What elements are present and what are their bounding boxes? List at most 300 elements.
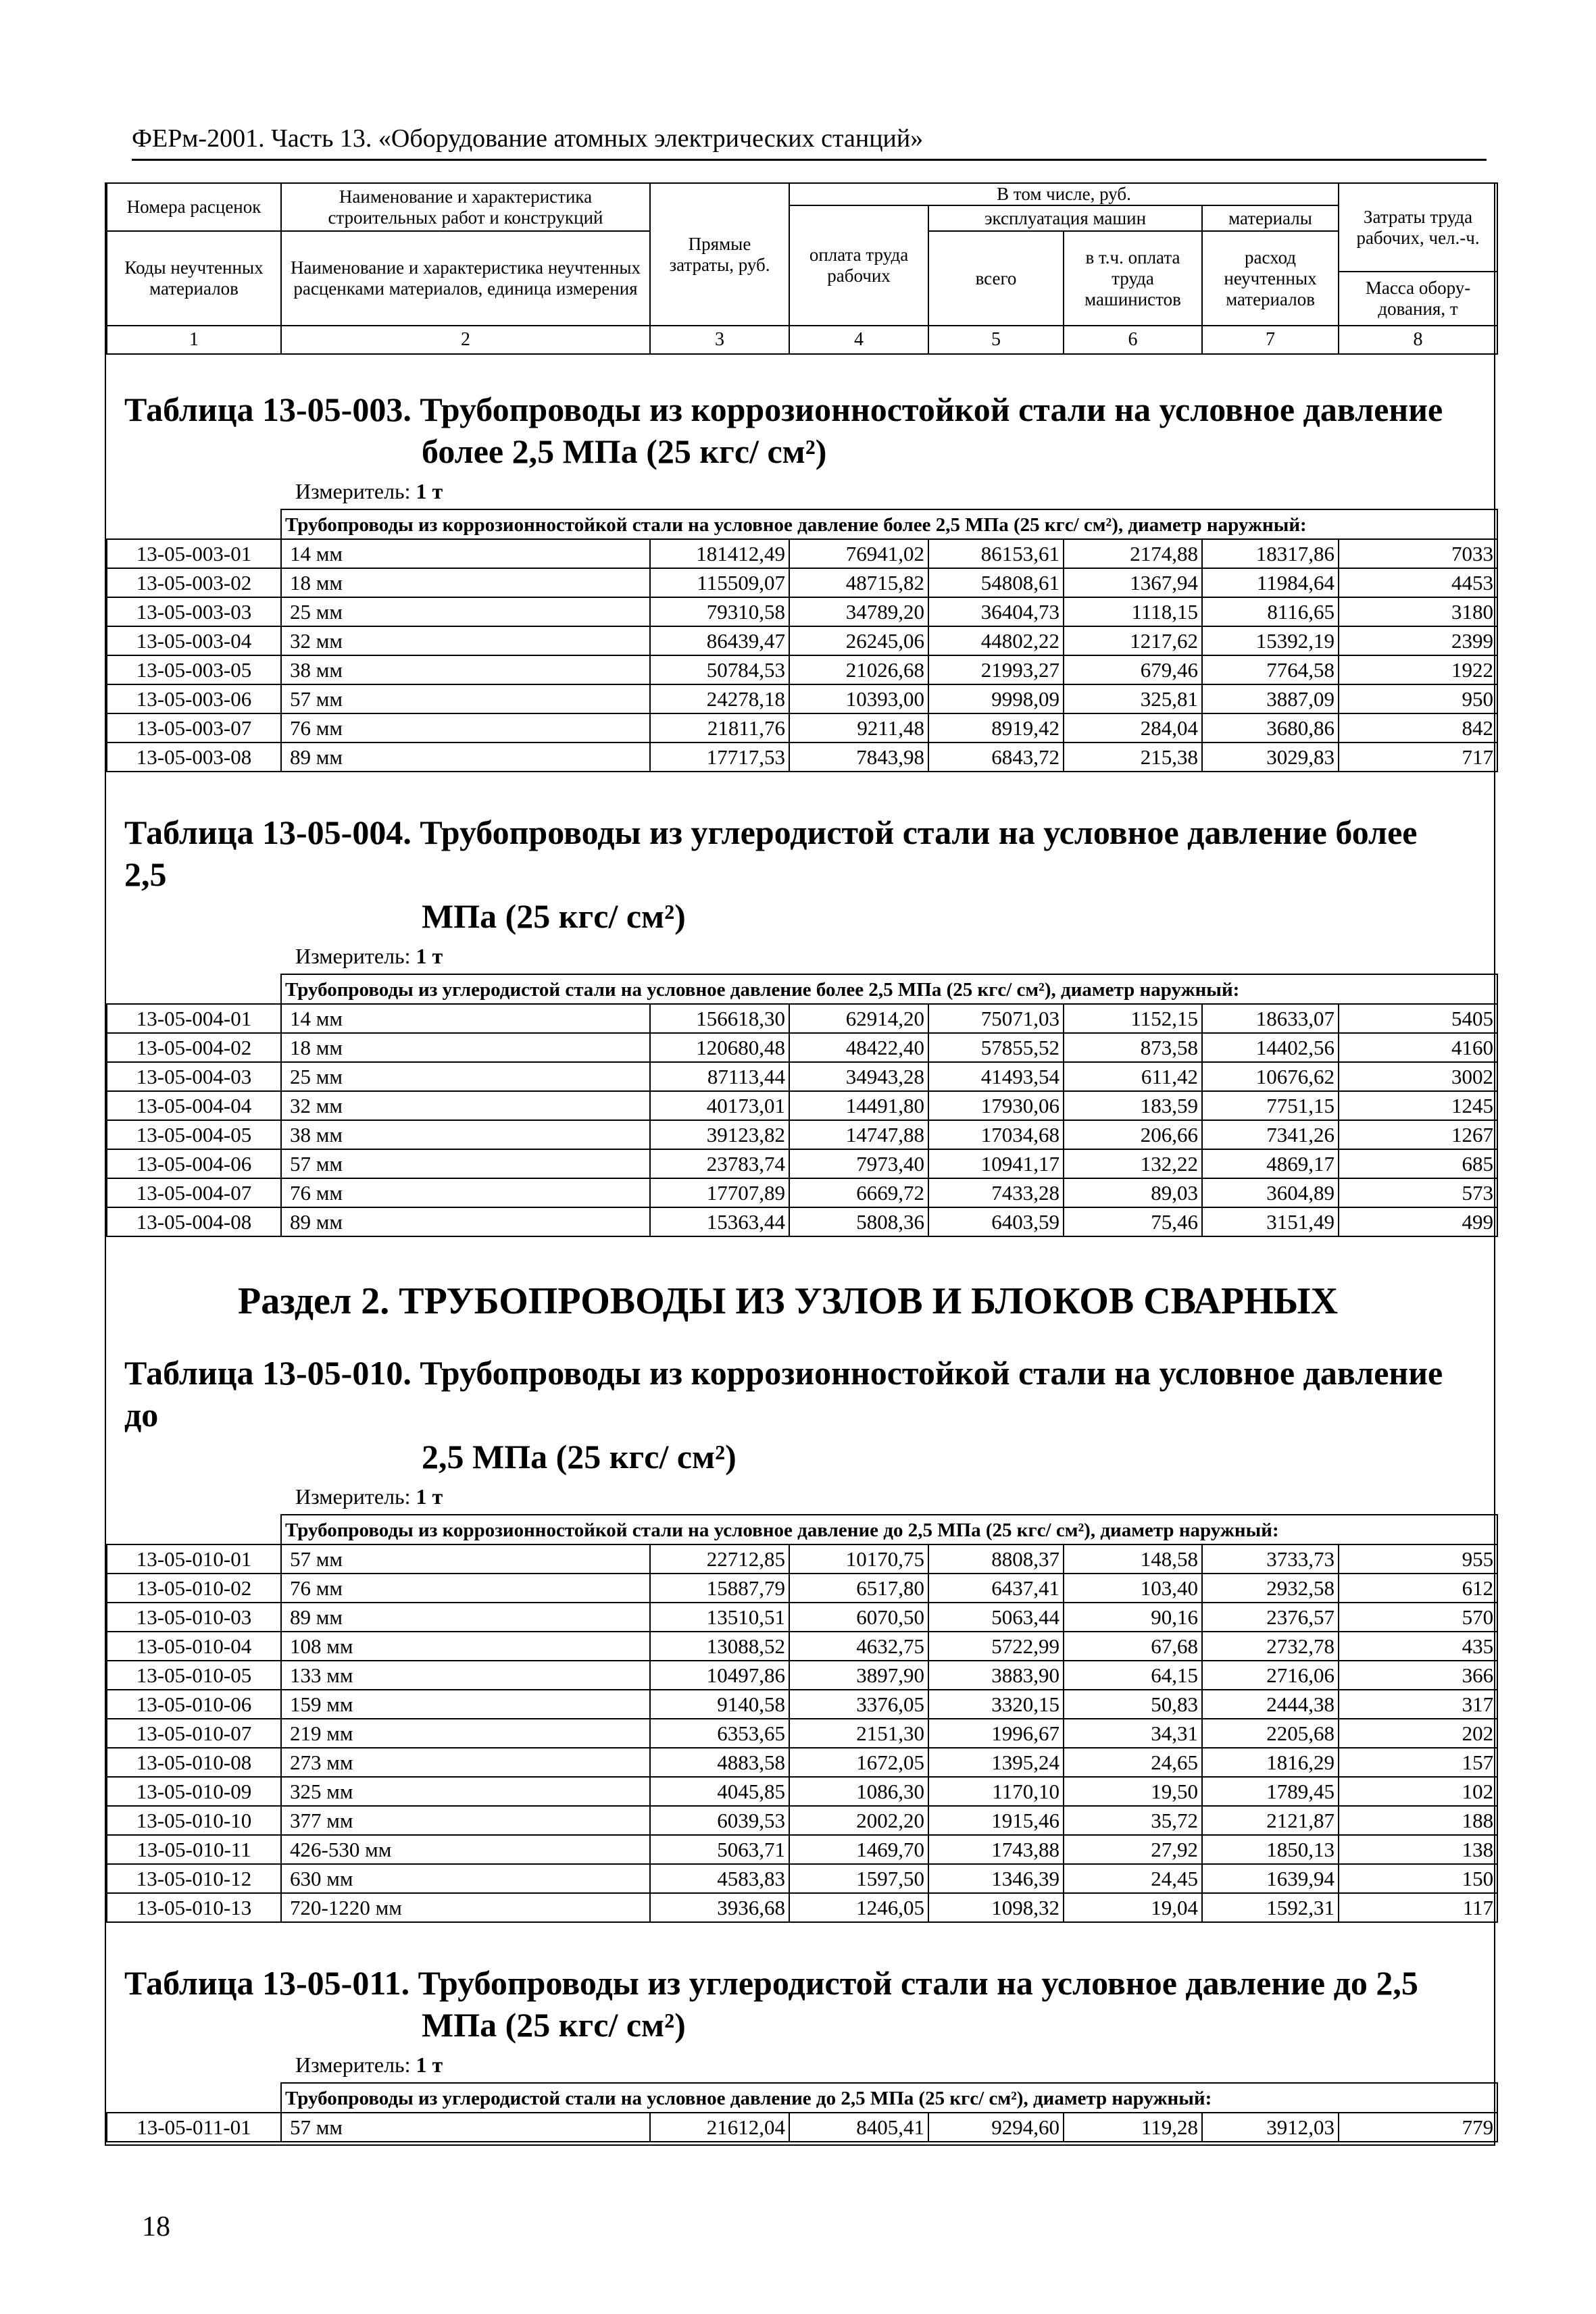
value-cell: 1246,05 <box>789 1893 928 1922</box>
value-cell: 570 <box>1339 1603 1497 1632</box>
rate-code: 13-05-004-03 <box>107 1062 281 1091</box>
col-4: оплата труда рабочих <box>789 205 928 326</box>
rates-table <box>106 2082 1498 2142</box>
value-cell: 40173,01 <box>650 1091 789 1120</box>
value-cell: 64,15 <box>1064 1661 1202 1690</box>
value-cell: 10941,17 <box>928 1149 1064 1178</box>
diameter: 57 мм <box>281 684 650 713</box>
value-cell: 50784,53 <box>650 655 789 684</box>
table-row <box>107 655 1497 684</box>
table-row <box>107 539 1497 568</box>
value-cell: 2376,57 <box>1202 1603 1339 1632</box>
rate-code: 13-05-010-05 <box>107 1661 281 1690</box>
rates-table <box>106 509 1498 772</box>
value-cell: 24278,18 <box>650 684 789 713</box>
unit-value: 1 т <box>416 1484 443 1509</box>
value-cell: 1789,45 <box>1202 1777 1339 1806</box>
value-cell: 21026,68 <box>789 655 928 684</box>
col-machines: эксплуатация машин <box>928 205 1202 231</box>
value-cell: 36404,73 <box>928 597 1064 626</box>
diameter: 159 мм <box>281 1690 650 1719</box>
value-cell: 132,22 <box>1064 1149 1202 1178</box>
value-cell: 13088,52 <box>650 1632 789 1661</box>
value-cell: 5808,36 <box>789 1207 928 1236</box>
value-cell: 8116,65 <box>1202 597 1339 626</box>
value-cell: 24,45 <box>1064 1864 1202 1893</box>
value-cell: 157 <box>1339 1748 1497 1777</box>
value-cell: 7843,98 <box>789 743 928 772</box>
value-cell: 4045,85 <box>650 1777 789 1806</box>
value-cell: 1086,30 <box>789 1777 928 1806</box>
value-cell: 19,50 <box>1064 1777 1202 1806</box>
rate-code: 13-05-004-02 <box>107 1033 281 1062</box>
rate-code: 13-05-004-08 <box>107 1207 281 1236</box>
table-row <box>107 1149 1497 1178</box>
value-cell: 202 <box>1339 1719 1497 1748</box>
table-row <box>107 568 1497 597</box>
value-cell: 1098,32 <box>928 1893 1064 1922</box>
value-cell: 6437,41 <box>928 1574 1064 1603</box>
table-title <box>106 388 1494 472</box>
table-name-cont: МПа (25 кгс/ см²) <box>422 897 686 935</box>
value-cell: 842 <box>1339 713 1497 743</box>
value-cell: 181412,49 <box>650 539 789 568</box>
rate-code: 13-05-010-13 <box>107 1893 281 1922</box>
value-cell: 1915,46 <box>928 1806 1064 1835</box>
diameter: 57 мм <box>281 2113 650 2142</box>
value-cell: 11984,64 <box>1202 568 1339 597</box>
value-cell: 9140,58 <box>650 1690 789 1719</box>
value-cell: 34789,20 <box>789 597 928 626</box>
value-cell: 6353,65 <box>650 1719 789 1748</box>
diameter: 630 мм <box>281 1864 650 1893</box>
value-cell: 1996,67 <box>928 1719 1064 1748</box>
value-cell: 4869,17 <box>1202 1149 1339 1178</box>
table-row <box>107 1033 1497 1062</box>
value-cell: 6517,80 <box>789 1574 928 1603</box>
rate-code: 13-05-004-06 <box>107 1149 281 1178</box>
unit-line <box>106 1482 1494 1511</box>
value-cell: 41493,54 <box>928 1062 1064 1091</box>
col-number: 1 <box>107 326 281 354</box>
diameter: 133 мм <box>281 1661 650 1690</box>
col-number: 5 <box>928 326 1064 354</box>
col-2-top: Наименование и характеристика строительных работ и конструкций <box>281 183 650 231</box>
value-cell: 2716,06 <box>1202 1661 1339 1690</box>
col-number: 3 <box>650 326 789 354</box>
value-cell: 21811,76 <box>650 713 789 743</box>
value-cell: 17034,68 <box>928 1120 1064 1149</box>
value-cell: 34,31 <box>1064 1719 1202 1748</box>
value-cell: 206,66 <box>1064 1120 1202 1149</box>
value-cell: 4632,75 <box>789 1632 928 1661</box>
value-cell: 1367,94 <box>1064 568 1202 597</box>
value-cell: 5722,99 <box>928 1632 1064 1661</box>
value-cell: 1922 <box>1339 655 1497 684</box>
value-cell: 156618,30 <box>650 1004 789 1033</box>
value-cell: 8405,41 <box>789 2113 928 2142</box>
value-cell: 1217,62 <box>1064 626 1202 655</box>
value-cell: 3883,90 <box>928 1661 1064 1690</box>
rate-code: 13-05-003-08 <box>107 743 281 772</box>
value-cell: 1118,15 <box>1064 597 1202 626</box>
rate-code: 13-05-011-01 <box>107 2113 281 2142</box>
rate-code: 13-05-004-07 <box>107 1178 281 1207</box>
diameter: 720-1220 мм <box>281 1893 650 1922</box>
value-cell: 4453 <box>1339 568 1497 597</box>
value-cell: 685 <box>1339 1149 1497 1178</box>
value-cell: 8919,42 <box>928 713 1064 743</box>
section-title: Раздел 2. ТРУБОПРОВОДЫ ИЗ УЗЛОВ И БЛОКОВ СВАРНЫХ <box>238 1280 1339 1322</box>
value-cell: 2121,87 <box>1202 1806 1339 1835</box>
table-title <box>106 1352 1494 1478</box>
col-number: 8 <box>1339 326 1497 354</box>
table-name-cont: 2,5 МПа (25 кгс/ см²) <box>422 1438 737 1476</box>
value-cell: 67,68 <box>1064 1632 1202 1661</box>
value-cell: 17707,89 <box>650 1178 789 1207</box>
value-cell: 2174,88 <box>1064 539 1202 568</box>
col-5: всего <box>928 231 1064 326</box>
col-1-top: Номера расценок <box>107 183 281 231</box>
table-row <box>107 1574 1497 1603</box>
value-cell: 612 <box>1339 1574 1497 1603</box>
value-cell: 87113,44 <box>650 1062 789 1091</box>
value-cell: 150 <box>1339 1864 1497 1893</box>
value-cell: 18317,86 <box>1202 539 1339 568</box>
unit-line <box>106 476 1494 506</box>
table-caption: Трубопроводы из углеродистой стали на условное давление более 2,5 МПа (25 кгс/ см²), диаметр наружный: <box>281 974 1497 1004</box>
value-cell: 950 <box>1339 684 1497 713</box>
value-cell: 215,38 <box>1064 743 1202 772</box>
value-cell: 102 <box>1339 1777 1497 1806</box>
table-row <box>107 2113 1497 2142</box>
rates-table <box>106 1514 1498 1923</box>
value-cell: 2205,68 <box>1202 1719 1339 1748</box>
rate-code: 13-05-003-06 <box>107 684 281 713</box>
value-cell: 3180 <box>1339 597 1497 626</box>
unit-label: Измеритель: <box>295 2053 411 2077</box>
table-block <box>106 1962 1494 2142</box>
value-cell: 14491,80 <box>789 1091 928 1120</box>
unit-label: Измеритель: <box>295 1484 411 1509</box>
value-cell: 3029,83 <box>1202 743 1339 772</box>
table-number: Таблица 13-05-010. <box>124 1354 412 1392</box>
col-7: расход неучтенных материалов <box>1202 231 1339 326</box>
rate-code: 13-05-010-04 <box>107 1632 281 1661</box>
diameter: 18 мм <box>281 568 650 597</box>
table-caption: Трубопроводы из углеродистой стали на условное давление до 2,5 МПа (25 кгс/ см²), диаметр наружный: <box>281 2083 1497 2113</box>
col-number: 6 <box>1064 326 1202 354</box>
document-sheet <box>105 182 1495 2146</box>
value-cell: 3376,05 <box>789 1690 928 1719</box>
table-row <box>107 1719 1497 1748</box>
diameter: 89 мм <box>281 743 650 772</box>
table-title <box>106 811 1494 937</box>
table-row <box>107 626 1497 655</box>
value-cell: 6669,72 <box>789 1178 928 1207</box>
unit-value: 1 т <box>416 2053 443 2077</box>
value-cell: 3897,90 <box>789 1661 928 1690</box>
rate-code: 13-05-010-02 <box>107 1574 281 1603</box>
value-cell: 3002 <box>1339 1062 1497 1091</box>
table-row <box>107 1004 1497 1033</box>
table-block <box>106 388 1494 772</box>
value-cell: 5405 <box>1339 1004 1497 1033</box>
value-cell: 1346,39 <box>928 1864 1064 1893</box>
value-cell: 1170,10 <box>928 1777 1064 1806</box>
caption-spacer <box>107 509 281 539</box>
diameter: 89 мм <box>281 1207 650 1236</box>
value-cell: 573 <box>1339 1178 1497 1207</box>
table-number: Таблица 13-05-003. <box>124 391 412 428</box>
value-cell: 44802,22 <box>928 626 1064 655</box>
col-3: Прямые затраты, руб. <box>650 183 789 326</box>
value-cell: 120680,48 <box>650 1033 789 1062</box>
diameter: 57 мм <box>281 1544 650 1574</box>
value-cell: 1850,13 <box>1202 1835 1339 1864</box>
rate-code: 13-05-003-04 <box>107 626 281 655</box>
value-cell: 4883,58 <box>650 1748 789 1777</box>
value-cell: 3320,15 <box>928 1690 1064 1719</box>
value-cell: 23783,74 <box>650 1149 789 1178</box>
value-cell: 10170,75 <box>789 1544 928 1574</box>
table-row <box>107 1091 1497 1120</box>
unit-label: Измеритель: <box>295 944 411 968</box>
value-cell: 3733,73 <box>1202 1544 1339 1574</box>
value-cell: 499 <box>1339 1207 1497 1236</box>
rate-code: 13-05-010-11 <box>107 1835 281 1864</box>
col-8-top: Затраты труда рабочих, чел.-ч. <box>1339 183 1497 272</box>
unit-value: 1 т <box>416 479 443 503</box>
value-cell: 284,04 <box>1064 713 1202 743</box>
diameter: 32 мм <box>281 1091 650 1120</box>
table-row <box>107 1178 1497 1207</box>
rate-code: 13-05-010-09 <box>107 1777 281 1806</box>
table-caption: Трубопроводы из коррозионностойкой стали на условное давление до 2,5 МПа (25 кгс/ см²), диаметр наружный: <box>281 1515 1497 1544</box>
value-cell: 22712,85 <box>650 1544 789 1574</box>
col-2-bottom: Наименование и характеристика неучтенных расценками материалов, единица измерения <box>281 231 650 326</box>
table-name: Трубопроводы из углеродистой стали на условное давление до 2,5 <box>418 1964 1418 2002</box>
value-cell: 1816,29 <box>1202 1748 1339 1777</box>
value-cell: 15363,44 <box>650 1207 789 1236</box>
col-number: 7 <box>1202 326 1339 354</box>
value-cell: 6843,72 <box>928 743 1064 772</box>
diameter: 57 мм <box>281 1149 650 1178</box>
value-cell: 21612,04 <box>650 2113 789 2142</box>
diameter: 32 мм <box>281 626 650 655</box>
table-row <box>107 1120 1497 1149</box>
diameter: 108 мм <box>281 1632 650 1661</box>
value-cell: 10497,86 <box>650 1661 789 1690</box>
value-cell: 9294,60 <box>928 2113 1064 2142</box>
value-cell: 17930,06 <box>928 1091 1064 1120</box>
value-cell: 27,92 <box>1064 1835 1202 1864</box>
rate-code: 13-05-004-04 <box>107 1091 281 1120</box>
table-name: Трубопроводы из коррозионностойкой стали на условное давление <box>420 391 1443 428</box>
rate-code: 13-05-003-05 <box>107 655 281 684</box>
caption-spacer <box>107 2083 281 2113</box>
value-cell: 75,46 <box>1064 1207 1202 1236</box>
value-cell: 1395,24 <box>928 1748 1064 1777</box>
value-cell: 1743,88 <box>928 1835 1064 1864</box>
rate-code: 13-05-010-12 <box>107 1864 281 1893</box>
table-row <box>107 743 1497 772</box>
value-cell: 1592,31 <box>1202 1893 1339 1922</box>
table-row <box>107 1893 1497 1922</box>
value-cell: 119,28 <box>1064 2113 1202 2142</box>
value-cell: 26245,06 <box>789 626 928 655</box>
value-cell: 366 <box>1339 1661 1497 1690</box>
value-cell: 2002,20 <box>789 1806 928 1835</box>
rate-code: 13-05-003-03 <box>107 597 281 626</box>
col-incl: В том числе, руб. <box>789 183 1339 205</box>
table-row <box>107 1748 1497 1777</box>
table-caption: Трубопроводы из коррозионностойкой стали на условное давление более 2,5 МПа (25 кгс/ см²), диаметр наружный: <box>281 509 1497 539</box>
value-cell: 3604,89 <box>1202 1178 1339 1207</box>
value-cell: 17717,53 <box>650 743 789 772</box>
value-cell: 89,03 <box>1064 1178 1202 1207</box>
value-cell: 6039,53 <box>650 1806 789 1835</box>
value-cell: 435 <box>1339 1632 1497 1661</box>
value-cell: 1267 <box>1339 1120 1497 1149</box>
diameter: 76 мм <box>281 713 650 743</box>
table-number: Таблица 13-05-004. <box>124 813 412 851</box>
diameter: 426-530 мм <box>281 1835 650 1864</box>
diameter: 14 мм <box>281 539 650 568</box>
value-cell: 21993,27 <box>928 655 1064 684</box>
rate-code: 13-05-010-03 <box>107 1603 281 1632</box>
table-row <box>107 684 1497 713</box>
diameter: 325 мм <box>281 1777 650 1806</box>
table-row <box>107 1661 1497 1690</box>
col-8-bottom: Масса обору-дования, т <box>1339 272 1497 326</box>
rate-code: 13-05-004-05 <box>107 1120 281 1149</box>
rates-table <box>106 974 1498 1237</box>
value-cell: 24,65 <box>1064 1748 1202 1777</box>
value-cell: 325,81 <box>1064 684 1202 713</box>
value-cell: 183,59 <box>1064 1091 1202 1120</box>
diameter: 38 мм <box>281 1120 650 1149</box>
table-name: Трубопроводы из коррозионностойкой стали на условное давление до <box>124 1354 1443 1434</box>
table-row <box>107 1632 1497 1661</box>
column-header <box>106 182 1498 355</box>
value-cell: 1597,50 <box>789 1864 928 1893</box>
unit-line <box>106 2050 1494 2080</box>
value-cell: 48422,40 <box>789 1033 928 1062</box>
value-cell: 62914,20 <box>789 1004 928 1033</box>
rate-code: 13-05-010-01 <box>107 1544 281 1574</box>
value-cell: 2151,30 <box>789 1719 928 1748</box>
caption-spacer <box>107 974 281 1004</box>
value-cell: 15392,19 <box>1202 626 1339 655</box>
value-cell: 75071,03 <box>928 1004 1064 1033</box>
value-cell: 7764,58 <box>1202 655 1339 684</box>
table-row <box>107 1207 1497 1236</box>
value-cell: 8808,37 <box>928 1544 1064 1574</box>
table-row <box>107 1835 1497 1864</box>
running-head: ФЕРм-2001. Часть 13. «Оборудование атомных электрических станций» <box>132 124 1487 161</box>
rate-code: 13-05-010-10 <box>107 1806 281 1835</box>
value-cell: 7751,15 <box>1202 1091 1339 1120</box>
value-cell: 1469,70 <box>789 1835 928 1864</box>
value-cell: 50,83 <box>1064 1690 1202 1719</box>
value-cell: 54808,61 <box>928 568 1064 597</box>
value-cell: 1245 <box>1339 1091 1497 1120</box>
value-cell: 7033 <box>1339 539 1497 568</box>
table-block <box>106 811 1494 1237</box>
value-cell: 6403,59 <box>928 1207 1064 1236</box>
value-cell: 611,42 <box>1064 1062 1202 1091</box>
table-name: Трубопроводы из углеродистой стали на условное давление более 2,5 <box>124 813 1418 893</box>
value-cell: 3151,49 <box>1202 1207 1339 1236</box>
value-cell: 148,58 <box>1064 1544 1202 1574</box>
table-row <box>107 1864 1497 1893</box>
diameter: 273 мм <box>281 1748 650 1777</box>
table-number: Таблица 13-05-011. <box>124 1964 410 2002</box>
value-cell: 779 <box>1339 2113 1497 2142</box>
unit-value: 1 т <box>416 944 443 968</box>
unit-line <box>106 941 1494 971</box>
value-cell: 19,04 <box>1064 1893 1202 1922</box>
diameter: 18 мм <box>281 1033 650 1062</box>
value-cell: 90,16 <box>1064 1603 1202 1632</box>
value-cell: 76941,02 <box>789 539 928 568</box>
value-cell: 5063,44 <box>928 1603 1064 1632</box>
value-cell: 86153,61 <box>928 539 1064 568</box>
table-name-cont: более 2,5 МПа (25 кгс/ см²) <box>422 432 827 470</box>
rate-code: 13-05-004-01 <box>107 1004 281 1033</box>
value-cell: 138 <box>1339 1835 1497 1864</box>
value-cell: 103,40 <box>1064 1574 1202 1603</box>
diameter: 76 мм <box>281 1178 650 1207</box>
value-cell: 57855,52 <box>928 1033 1064 1062</box>
table-name-cont: МПа (25 кгс/ см²) <box>422 2006 686 2044</box>
value-cell: 4160 <box>1339 1033 1497 1062</box>
table-row <box>107 1777 1497 1806</box>
value-cell: 1672,05 <box>789 1748 928 1777</box>
diameter: 38 мм <box>281 655 650 684</box>
value-cell: 7973,40 <box>789 1149 928 1178</box>
value-cell: 2399 <box>1339 626 1497 655</box>
value-cell: 86439,47 <box>650 626 789 655</box>
value-cell: 317 <box>1339 1690 1497 1719</box>
value-cell: 679,46 <box>1064 655 1202 684</box>
value-cell: 115509,07 <box>650 568 789 597</box>
value-cell: 3887,09 <box>1202 684 1339 713</box>
table-row <box>107 1690 1497 1719</box>
value-cell: 13510,51 <box>650 1603 789 1632</box>
rate-code: 13-05-010-06 <box>107 1690 281 1719</box>
col-materials: материалы <box>1202 205 1339 231</box>
table-row <box>107 1806 1497 1835</box>
value-cell: 10676,62 <box>1202 1062 1339 1091</box>
diameter: 219 мм <box>281 1719 650 1748</box>
value-cell: 117 <box>1339 1893 1497 1922</box>
diameter: 377 мм <box>281 1806 650 1835</box>
unit-label: Измеритель: <box>295 479 411 503</box>
value-cell: 2732,78 <box>1202 1632 1339 1661</box>
value-cell: 18633,07 <box>1202 1004 1339 1033</box>
table-row <box>107 597 1497 626</box>
diameter: 14 мм <box>281 1004 650 1033</box>
diameter: 76 мм <box>281 1574 650 1603</box>
value-cell: 39123,82 <box>650 1120 789 1149</box>
table-row <box>107 1062 1497 1091</box>
table-row <box>107 713 1497 743</box>
col-6: в т.ч. оплата труда машинистов <box>1064 231 1202 326</box>
rate-code: 13-05-003-02 <box>107 568 281 597</box>
value-cell: 15887,79 <box>650 1574 789 1603</box>
